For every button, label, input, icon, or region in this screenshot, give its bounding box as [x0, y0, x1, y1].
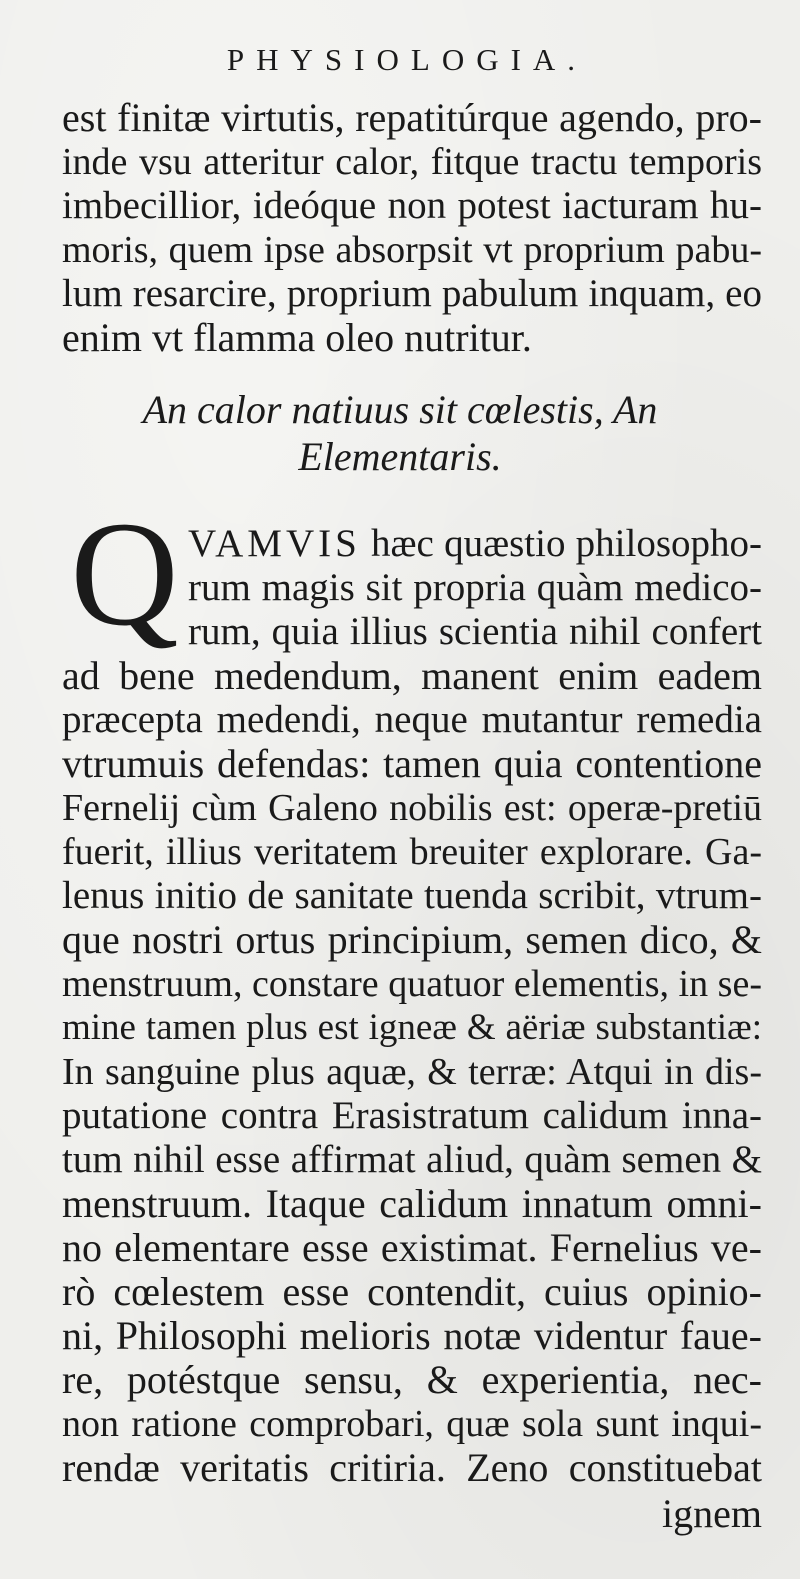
text-line: vtrumuis defendas: tamen quia contentione [62, 741, 762, 786]
text-line: inde vsu atteritur calor, fitque tractu temporis [62, 141, 762, 183]
text-line: tum nihil esse affirmat aliud, quàm semen & [62, 1138, 762, 1181]
text-line: menstruum, constare quatuor elementis, in se- [62, 963, 762, 1005]
text-line: Fernelij cùm Galeno nobilis est: operæ-pretiū [62, 787, 762, 829]
text-line: lenus initio de sanitate tuenda scribit, vtrum- [62, 874, 762, 917]
text-line: rò cœlestem esse contendit, cuius opinio- [62, 1269, 762, 1314]
text-line: re, potéstque sensu, & experientia, nec- [62, 1357, 762, 1402]
text-line: præcepta medendi, neque mutantur remedia [62, 698, 762, 741]
text-line: imbecillior, ideóque non potest iacturam hu- [62, 184, 762, 227]
drop-cap: Q [70, 491, 179, 657]
section-heading-line-1: An calor natiuus sit cœlestis, An [142, 387, 658, 432]
text-line: menstruum. Itaque calidum innatum omni- [62, 1181, 762, 1226]
text-line: ni, Philosophi melioris notæ videntur faue- [62, 1313, 762, 1358]
running-header: PHYSIOLOGIA. [226, 42, 588, 77]
text-line: lum resarcire, proprium pabulum inquam, eo [62, 272, 762, 315]
text-line: fuerit, illius veritatem breuiter explorare. Ga- [62, 831, 762, 873]
text-line: putatione contra Erasistratum calidum inna- [62, 1094, 762, 1137]
text-line: moris, quem ipse absorpsit vt proprium pabu- [62, 229, 762, 271]
first-word: VAMVIS [188, 522, 361, 565]
first-line-rest: hæc quæstio philosopho- [360, 522, 762, 565]
text-line: est finitæ virtutis, repatitúrque agendo, pro- [62, 95, 762, 140]
text-line: ad bene medendum, manent enim eadem [62, 653, 762, 698]
catchword: ignem [662, 1491, 762, 1536]
text-line: mine tamen plus est igneæ & aëriæ substantiæ: [62, 1007, 762, 1048]
text-line-first [188, 522, 762, 566]
section-heading-line-2: Elementaris. [298, 434, 502, 479]
text-line: enim vt flamma oleo nutritur. [62, 315, 532, 360]
text-line: rum magis sit propria quàm medico- [188, 566, 762, 609]
text-line: rendæ veritatis critiria. Zeno constituebat [62, 1445, 762, 1490]
text-line: In sanguine plus aquæ, & terræ: Atqui in dis- [62, 1051, 762, 1093]
text-line: que nostri ortus principium, semen dico, & [62, 917, 762, 962]
text-line: no elementare esse existimat. Fernelius ve- [62, 1225, 762, 1270]
text-line: non ratione comprobari, quæ sola sunt inqui- [62, 1403, 762, 1445]
text-line: rum, quia illius scientia nihil confert [188, 610, 762, 653]
